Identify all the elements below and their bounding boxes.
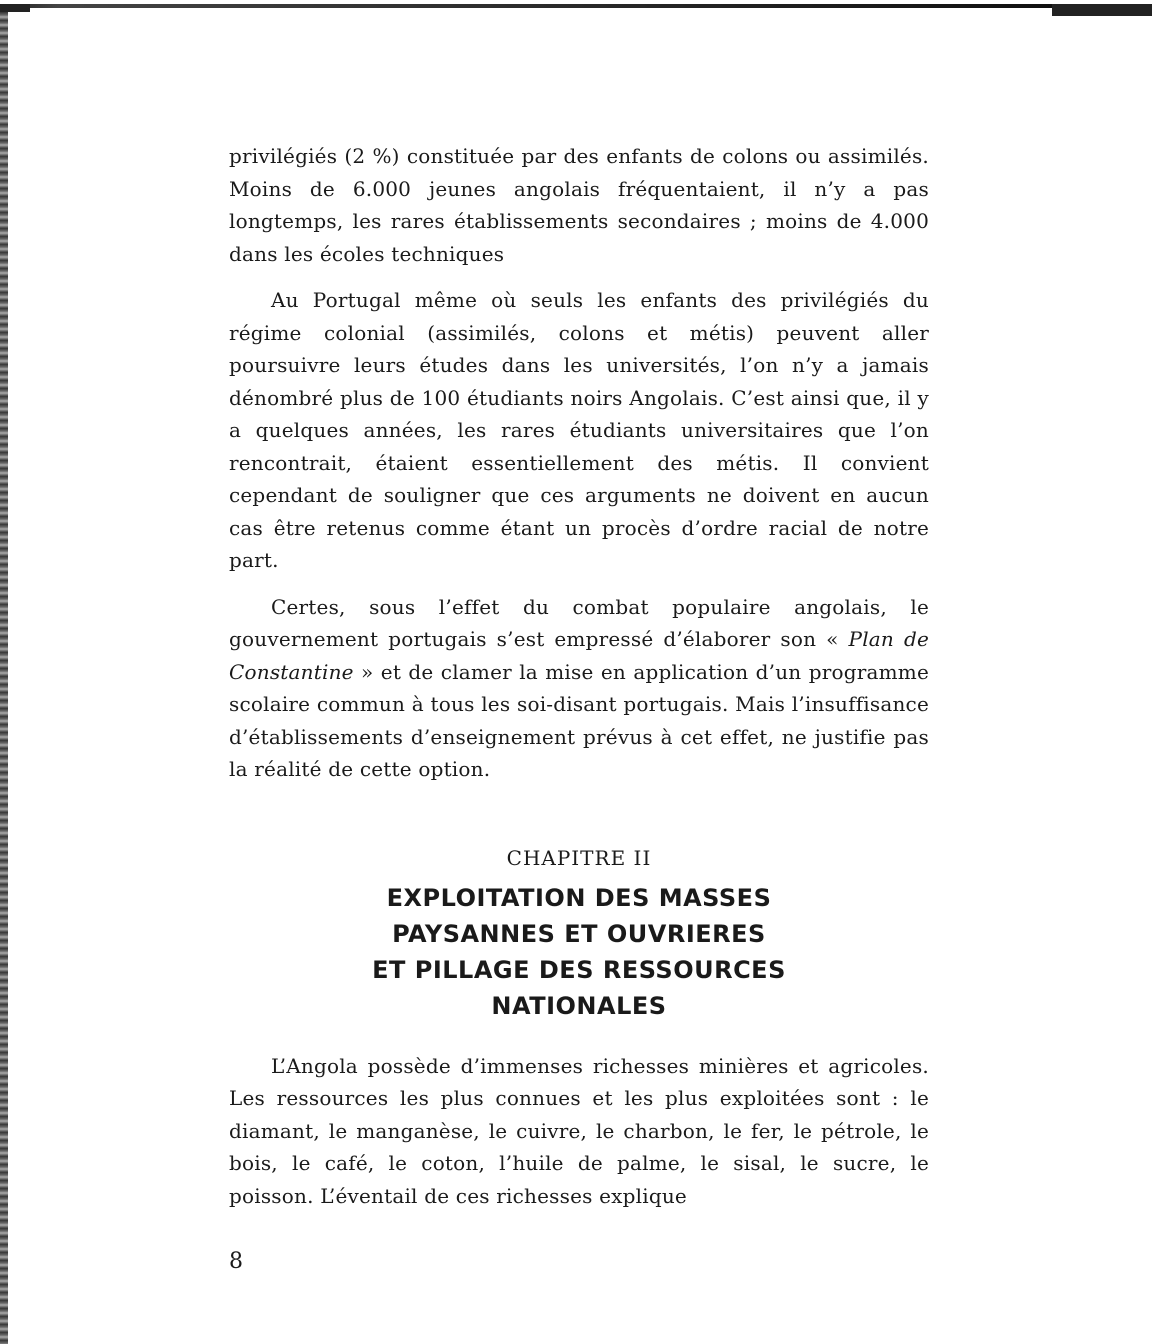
italic-phrase: Plan de Constantine: [229, 627, 929, 684]
page-body: [229, 140, 929, 1212]
body-text-bottom: [229, 1050, 929, 1213]
text-run: Certes, sous l’effet du combat populaire angolais, le gouvernement portugais s’est empressé d’élaborer son «: [229, 594, 929, 651]
body-text-top: [229, 140, 929, 786]
paragraph-p3: [229, 591, 929, 786]
text-run: L’Angola possède d’immenses richesses minières et agricoles. Les ressources les plus connues et les plus exploitées sont : le diamant, le manganèse, le cuivre, le charbon, le fer, le pétrole, le bois, le café, le coton, l’huile de palme, le sisal, le sucre, le poisson. L’éventail de ces richesses explique: [229, 1053, 929, 1208]
scan-corner-top-right: [1052, 4, 1152, 16]
text-run: Au Portugal même où seuls les enfants des privilégiés du régime colonial (assimilés, colons et métis) peuvent aller poursuivre leurs études dans les universités, l’on n’y a jamais dénombré plus de 100 étudiants noirs Angolais. C’est ainsi que, il y a quelques années, les rares étudiants universitaires que l’on rencontrait, étaient essentiellement des métis. Il convient cependant de souligner que ces arguments ne doivent en aucun cas être retenus comme étant un procès d’ordre racial de notre part.: [229, 288, 929, 572]
page-number: 8: [229, 1249, 243, 1274]
scan-corner-top-left: [0, 4, 30, 12]
paragraph-p1: [229, 140, 929, 270]
chapter-title-line: PAYSANNES ET OUVRIERES: [392, 919, 766, 948]
chapter-label: CHAPITRE II: [506, 845, 652, 870]
scan-edge-top: [0, 4, 1152, 8]
chapter-title: [229, 880, 929, 1024]
chapter-title-line: NATIONALES: [491, 991, 667, 1020]
chapter-title-line: ET PILLAGE DES RESSOURCES: [372, 955, 786, 984]
text-run: privilégiés (2 %) constituée par des enfants de colons ou assimilés. Moins de 6.000 jeunes angolais fréquentaient, il n’y a pas longtemps, les rares établissements secondaires ; moins de 4.000 dans les écoles techniques: [229, 144, 929, 266]
scan-edge-left: [0, 4, 8, 1344]
paragraph-p4: [229, 1050, 929, 1213]
text-run: » et de clamer la mise en application d’un programme scolaire commun à tous les soi-disant portugais. Mais l’insuffisance d’établissements d’enseignement prévus à cet effet, ne justifie pas la réalité de cette option.: [229, 659, 929, 781]
paragraph-p2: [229, 284, 929, 577]
chapter-title-line: EXPLOITATION DES MASSES: [386, 883, 772, 912]
